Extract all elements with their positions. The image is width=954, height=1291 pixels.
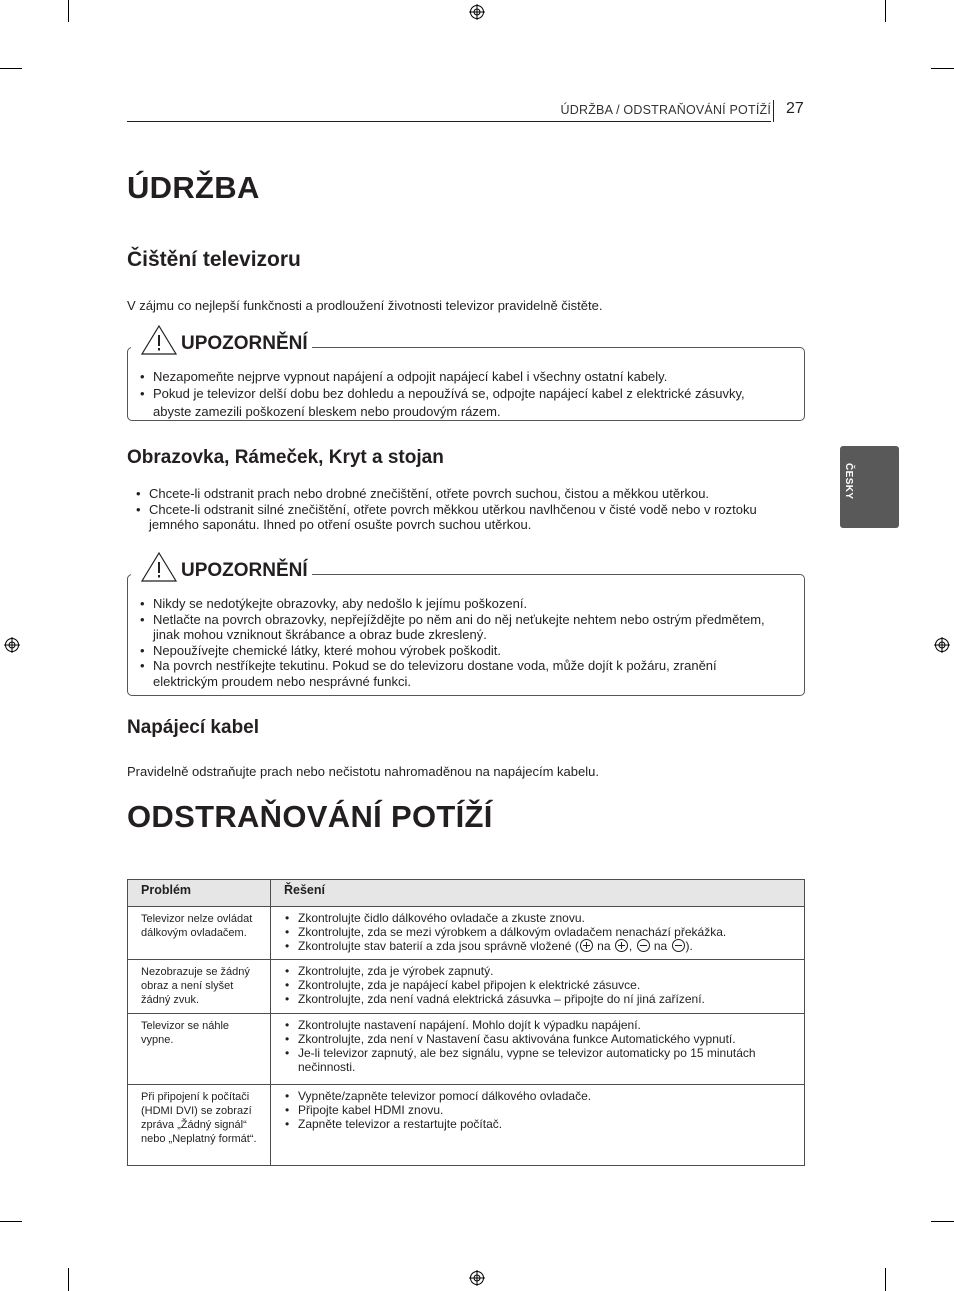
list-item: • Nikdy se nedotýkejte obrazovky, aby nedošlo k jejímu poškození. <box>140 596 780 612</box>
problem-cell: Televizor nelze ovládat dálkovým ovladačem. <box>128 907 271 960</box>
problem-cell: Nezobrazuje se žádný obraz a není slyšet žádný zvuk. <box>128 960 271 1014</box>
table-row <box>128 1014 805 1085</box>
list-item: • Je-li televizor zapnutý, ale bez signálu, vypne se televizor automaticky po 15 minutách nečinnosti. <box>284 1046 791 1074</box>
plus-symbol-icon <box>580 939 593 952</box>
column-header-problem: Problém <box>128 880 271 907</box>
crop-mark <box>0 68 22 69</box>
battery-text: na <box>650 939 671 953</box>
list-item: • Chcete-li odstranit silné znečištění, otřete povrch měkkou utěrkou navlhčenou v čisté vodě nebo v roztoku jemného saponátu. Ihned po otření osušte povrch suchou utěrkou. <box>136 502 776 533</box>
cleaning-intro: V zájmu co nejlepší funkčnosti a prodloužení životnosti televizor pravidelně čistěte. <box>127 298 603 313</box>
solution-cell <box>271 1085 805 1166</box>
problem-cell: Při připojení k počítači (HDMI DVI) se zobrazí zpráva „Žádný signál“ nebo „Neplatný formát“. <box>128 1085 271 1166</box>
crop-mark <box>68 1268 69 1291</box>
crop-mark <box>885 1268 886 1291</box>
crop-mark <box>931 68 954 69</box>
battery-text: Zkontrolujte stav baterií a zda jsou správně vložené ( <box>298 939 579 953</box>
battery-text: ). <box>685 939 693 953</box>
solution-list <box>284 911 791 953</box>
list-item: • Zkontrolujte nastavení napájení. Mohlo dojít k výpadku napájení. <box>284 1018 791 1032</box>
crop-mark <box>885 0 886 22</box>
language-tab-label: ČESKY <box>843 463 854 500</box>
list-item: • Vypněte/zapněte televizor pomocí dálkového ovladače. <box>284 1089 791 1103</box>
list-item: • Nezapomeňte nejprve vypnout napájení a odpojit napájecí kabel i všechny ostatní kabely. <box>140 369 760 385</box>
power-cord-text: Pravidelně odstraňujte prach nebo nečistotu nahromaděnou na napájecím kabelu. <box>127 764 599 779</box>
section-title-maintenance: ÚDRŽBA <box>127 170 260 205</box>
list-item: • Na povrch nestříkejte tekutinu. Pokud se do televizoru dostane voda, může dojít k požáru, zranění elektrickým proudem nebo nesprávné funkci. <box>140 658 780 689</box>
table-row <box>128 960 805 1014</box>
battery-text: , <box>628 939 636 953</box>
solution-list <box>284 1018 791 1074</box>
solution-list <box>284 1089 791 1131</box>
column-header-solution: Řešení <box>271 880 805 907</box>
solution-cell <box>271 960 805 1014</box>
registration-mark-icon <box>4 637 20 653</box>
header-rule <box>127 121 771 122</box>
caution-title: UPOZORNĚNÍ <box>181 560 308 581</box>
caution-header <box>131 325 312 355</box>
language-tab <box>840 446 899 528</box>
list-item: • Zkontrolujte, zda je výrobek zapnutý. <box>284 964 791 978</box>
list-item: • Zkontrolujte, zda se mezi výrobkem a dálkovým ovladačem nenachází překážka. <box>284 925 791 939</box>
crop-mark <box>931 1221 954 1222</box>
solution-cell <box>271 1014 805 1085</box>
list-item: • Chcete-li odstranit prach nebo drobné znečištění, otřete povrch suchou, čistou a měkkou utěrkou. <box>136 486 776 502</box>
crop-mark <box>0 1221 22 1222</box>
list-item: • Připojte kabel HDMI znovu. <box>284 1103 791 1117</box>
table-header-row <box>128 880 805 907</box>
list-item: • Zkontrolujte, zda není vadná elektrická zásuvka – připojte do ní jiná zařízení. <box>284 992 791 1006</box>
table-row <box>128 1085 805 1166</box>
plus-symbol-icon <box>615 939 628 952</box>
heading-cleaning: Čištění televizoru <box>127 248 301 271</box>
caution-list <box>140 596 780 690</box>
list-item: • Zkontrolujte, zda je napájecí kabel připojen k elektrické zásuvce. <box>284 978 791 992</box>
header-divider <box>773 100 774 122</box>
battery-text: na <box>593 939 614 953</box>
warning-icon <box>141 552 177 582</box>
minus-symbol-icon <box>637 939 650 952</box>
list-item: • Zkontrolujte čidlo dálkového ovladače a zkuste znovu. <box>284 911 791 925</box>
page-number: 27 <box>786 100 804 117</box>
running-header: ÚDRŽBA / ODSTRAŇOVÁNÍ POTÍŽÍ <box>560 103 771 117</box>
caution-title: UPOZORNĚNÍ <box>181 333 308 354</box>
registration-mark-icon <box>934 637 950 653</box>
table-row <box>128 907 805 960</box>
list-item <box>284 939 791 953</box>
heading-screen: Obrazovka, Rámeček, Kryt a stojan <box>127 447 444 468</box>
caution-header <box>131 552 312 582</box>
screen-list <box>136 486 776 533</box>
list-item: • Pokud je televizor delší dobu bez dohledu a nepoužívá se, odpojte napájecí kabel z elektrické zásuvky, abyste zamezili poškození bleskem nebo proudovým rázem. <box>140 385 760 421</box>
list-item: • Nepoužívejte chemické látky, které mohou výrobek poškodit. <box>140 643 780 659</box>
solution-cell <box>271 907 805 960</box>
registration-mark-icon <box>469 1270 485 1286</box>
minus-symbol-icon <box>672 939 685 952</box>
registration-mark-icon <box>469 4 485 20</box>
problem-cell: Televizor se náhle vypne. <box>128 1014 271 1085</box>
crop-mark <box>68 0 69 22</box>
solution-list <box>284 964 791 1006</box>
list-item: • Netlačte na povrch obrazovky, nepřejíždějte po něm ani do něj neťukejte nehtem nebo ostrým předmětem, jinak mohou vzniknout škrábance a obraz bude zkreslený. <box>140 612 780 643</box>
list-item: • Zapněte televizor a restartujte počítač. <box>284 1117 791 1131</box>
caution-list <box>140 369 760 421</box>
warning-icon <box>141 325 177 355</box>
troubleshooting-table <box>127 879 805 1166</box>
list-item: • Zkontrolujte, zda není v Nastavení času aktivována funkce Automatického vypnutí. <box>284 1032 791 1046</box>
heading-power-cord: Napájecí kabel <box>127 717 260 738</box>
section-title-troubleshooting: ODSTRAŇOVÁNÍ POTÍŽÍ <box>127 799 493 834</box>
